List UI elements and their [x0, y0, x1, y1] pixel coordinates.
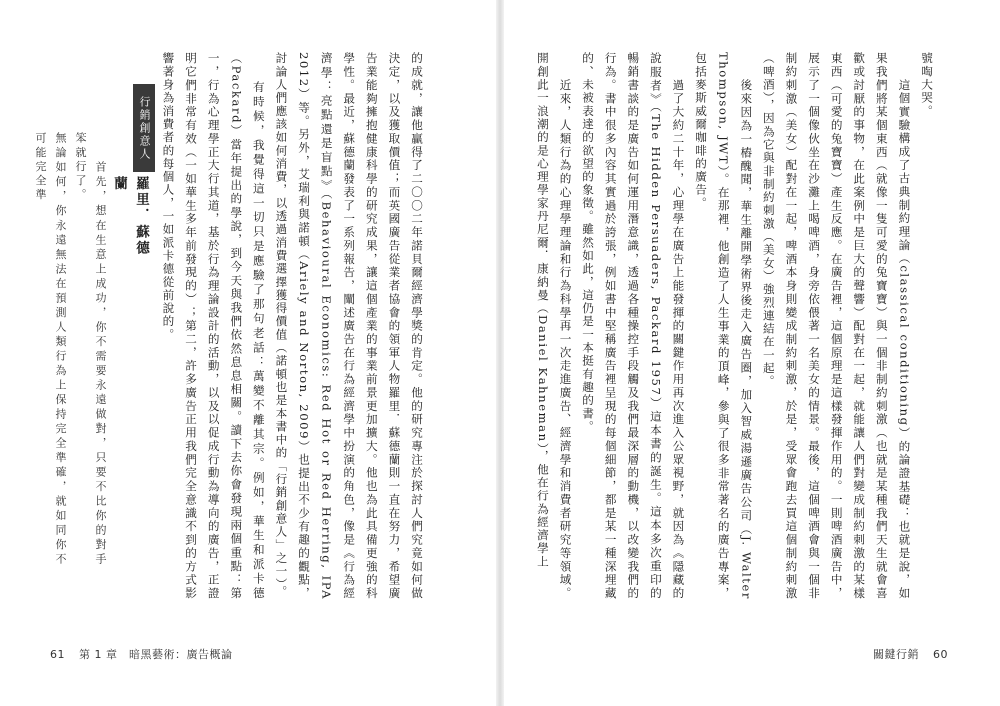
right-page-body-text: 號啕大哭。 這個實驗構成了古典制約理論（classical conditioning）的論證基礎：也就是說，如果我們將某個東西（就像一隻可愛的兔寶寶）與一個非制約刺激（也就是某種我們天生就會喜歡或討厭的事物，在此案例中是巨大的聲響）配對在一起，就能讓人們對變成制約刺激的某樣東西（可愛的兔寶寶）產生反應。在廣告裡，這個原理是這樣發揮作用的。一則啤酒廣告中，展示了一個像伙坐在沙灘上喝啤酒，身旁依偎著一名美女的情景。最後，這個啤酒會與一個非制約刺激（美女）配對在一起，啤酒本身則變成制約刺激，於是，受眾會跑去買這個制約刺激（啤酒），因為它與非制約刺激（美女）強烈連結在一起。 後來因為一樁醜聞，華生離開學術界後走入廣告圈，加入智威湯遜廣告公司（J. Walter Thompson, JWT）。在那裡，他創造了人生事業的頂峰，參與了很多非常著名的廣告專案，包括麥斯威爾咖啡的廣告。 過了大約二十年，心理學在廣告上能發揮的關鍵作用再次進入公眾視野，就因為《隱藏的說服者》（The Hidden Persuaders, Packard 1957）這本書的誕生。這本多次重印的暢銷書談的是廣告如何運用潛意識，透過各種操控手段觸及我們最深層的動機，以改變我們的行為。書中很多內容其實過於誇張，例如書中堅稱廣告裡呈現的每個細節，都是某一種深埋藏的、未被表達的欲望的象徵。雖然如此，這仍是一本挺有趣的書。 近來，人類行為的心理學理論和行為科學再一次走進廣告、經濟學和消費者研究等領域。開創此一浪潮的是心理學家丹尼爾．康納曼（Daniel Kahneman），他在行為經濟學上 [535, 52, 934, 600]
left-page-number: 61 [50, 648, 65, 661]
right-page-number: 60 [933, 648, 948, 661]
right-page-footer [873, 646, 948, 662]
book-gutter [496, 0, 504, 706]
left-page-footer [50, 646, 233, 662]
right-page-running-head: 關鍵行銷 [873, 648, 919, 661]
sidebar-author-name: 羅里．蘇德蘭 [111, 176, 149, 256]
sidebar-section-label: 行銷創意人 [133, 84, 155, 172]
left-page-body-text: 的成就，讓他贏得了二〇〇二年諾貝爾經濟學獎的肯定。他的研究專注於探討人們究竟如何做決定，以及獲取價值；而英國廣告從業者協會的領軍人物羅里．蘇德蘭則一直在努力，希望廣告業能夠擁抱健康科學的研究成果，讓這個產業的事業前景更加擴大。他也為此具備更強的科學性。最近，蘇德蘭發表了一系列報告，闡述廣告在行為經濟學中扮演的角色，像是《行為經濟學：亮點還是盲點》（Behavioural Economics: Red Hot or Red Herring, IPA 2012）等。另外，艾瑞利與諾頓（Ariely and Norton, 2009）也提出不少有趣的觀點，討論人們應該如何消費，以透過消費選擇獲得價值（諾頓也是本書中的「行銷創意人」之一）。 有時候，我覺得這一切只是應驗了那句老話：萬變不離其宗。例如，華生和派卡德（Packard）當年提出的學說，到今天與我們依然息息相關。讀下去你會發現兩個重點：第一，行為心理學正大行其道，基於行為理論設計的活動，以及以促成行動為導向的廣告，正證明它們非常有效（一如華生多年前發現的）；第二，許多廣告正用我們完全意識不到的方式影響著身為消費者的每個人，一如派卡德從前說的。 [161, 52, 424, 600]
left-page-running-head: 第 1 章 暗黑藝術：廣告概論 [79, 648, 233, 661]
sidebar-quote-text: 首先，想在生意上成功，你不需要永遠做對，只要不比你的對手笨就行了。 無論如何，你永遠無法在預測人類行為上保持完全準確，就如同你不可能完全準 [34, 132, 107, 567]
